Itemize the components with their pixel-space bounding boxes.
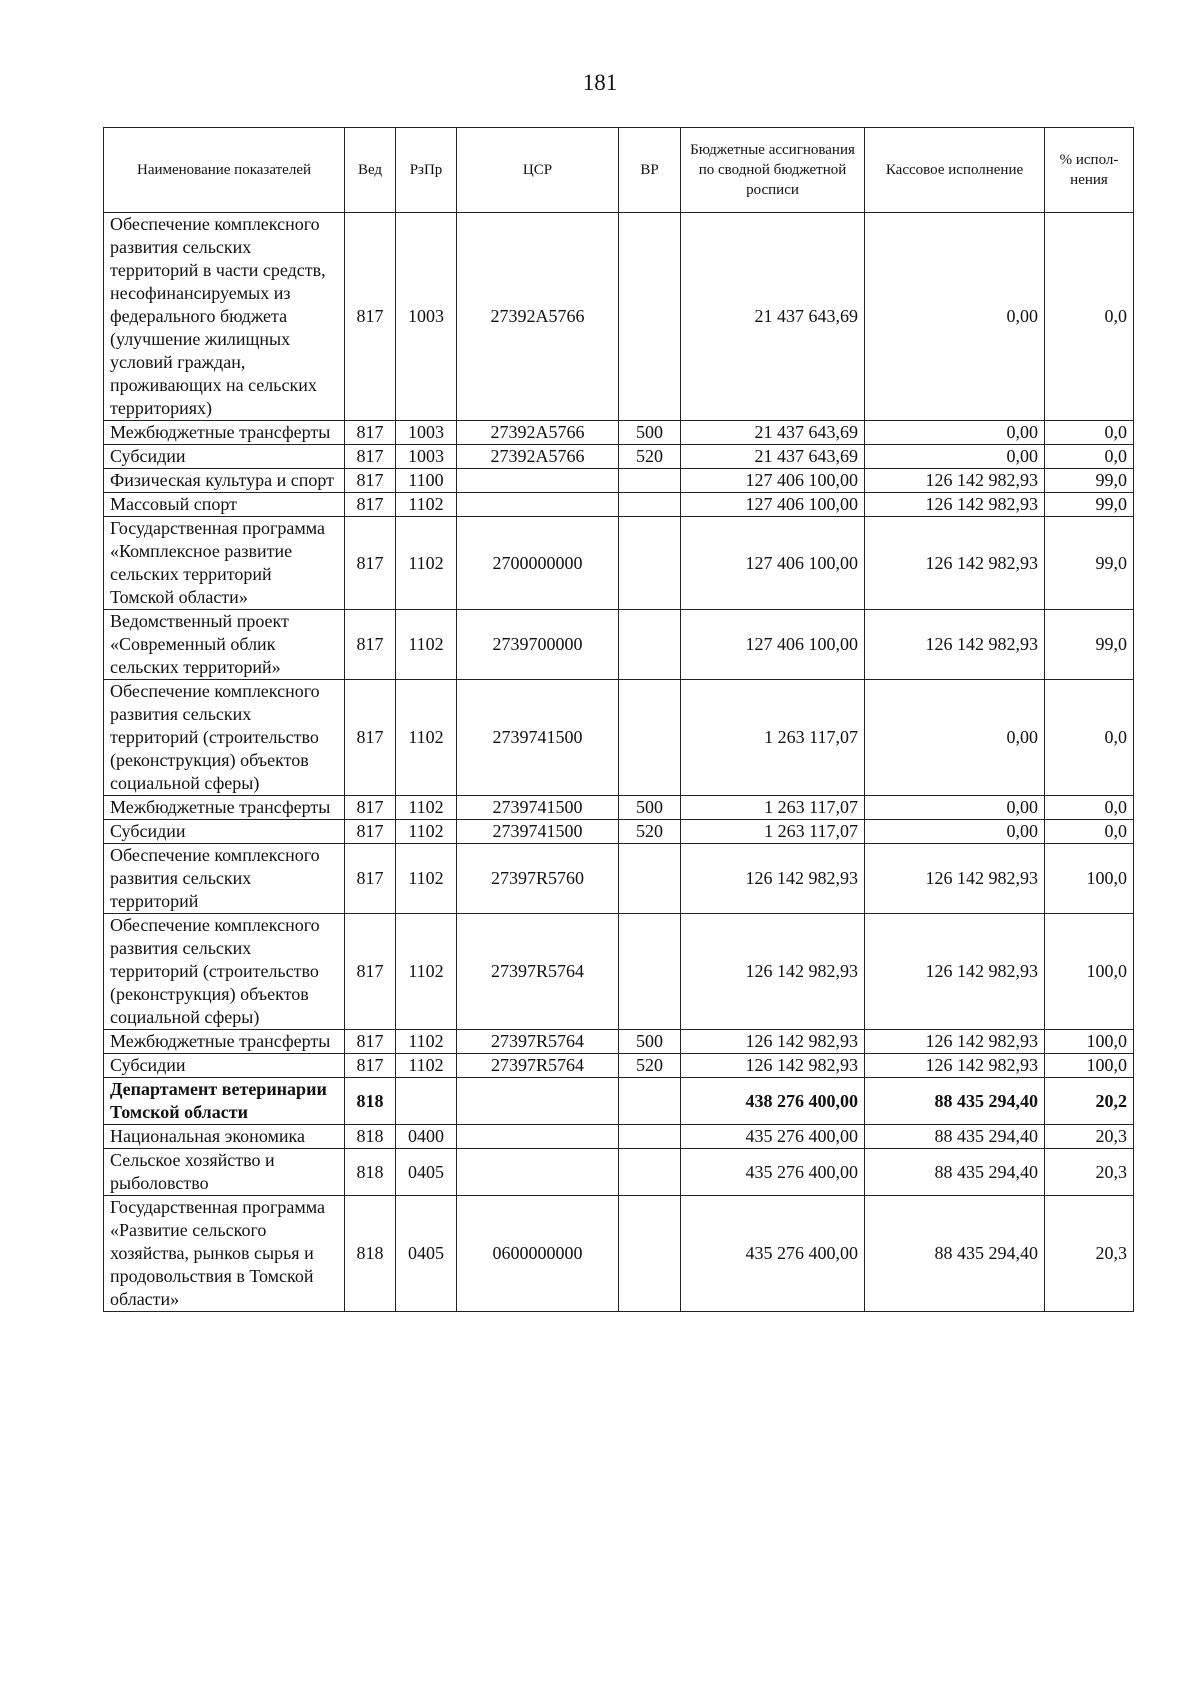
row-vr-cell: 520 <box>619 1054 681 1078</box>
row-percent-cell: 0,0 <box>1045 796 1134 820</box>
row-csr-cell: 2739700000 <box>457 610 619 680</box>
row-csr-cell: 27392A5766 <box>457 421 619 445</box>
row-assignments-cell: 126 142 982,93 <box>681 1030 865 1054</box>
row-rzpr-cell: 1102 <box>396 844 457 914</box>
row-rzpr-cell: 0405 <box>396 1149 457 1196</box>
row-name-cell: Обеспечение комплексного развития сельских территорий (строительство (реконструкция) объектов социальной сферы) <box>104 680 345 796</box>
row-name-cell: Субсидии <box>104 1054 345 1078</box>
table-row <box>104 469 1134 493</box>
row-csr-cell <box>457 493 619 517</box>
row-csr-cell: 27397R5764 <box>457 1054 619 1078</box>
row-cash-cell: 0,00 <box>865 445 1045 469</box>
table-row <box>104 820 1134 844</box>
row-vr-cell <box>619 680 681 796</box>
table-row <box>104 1125 1134 1149</box>
table-row <box>104 493 1134 517</box>
row-cash-cell: 126 142 982,93 <box>865 844 1045 914</box>
row-rzpr-cell <box>396 1078 457 1125</box>
row-ved-cell: 818 <box>345 1125 396 1149</box>
row-csr-cell: 0600000000 <box>457 1196 619 1312</box>
row-rzpr-cell: 1003 <box>396 421 457 445</box>
row-cash-cell: 126 142 982,93 <box>865 610 1045 680</box>
row-assignments-cell: 1 263 117,07 <box>681 820 865 844</box>
row-percent-cell: 0,0 <box>1045 445 1134 469</box>
row-assignments-cell: 438 276 400,00 <box>681 1078 865 1125</box>
row-name-cell: Ведомственный проект «Современный облик сельских территорий» <box>104 610 345 680</box>
row-percent-cell: 100,0 <box>1045 914 1134 1030</box>
row-csr-cell: 27397R5764 <box>457 1030 619 1054</box>
row-ved-cell: 818 <box>345 1196 396 1312</box>
row-assignments-cell: 21 437 643,69 <box>681 445 865 469</box>
row-rzpr-cell: 0405 <box>396 1196 457 1312</box>
row-vr-cell <box>619 1125 681 1149</box>
row-name-cell: Межбюджетные трансферты <box>104 1030 345 1054</box>
row-vr-cell <box>619 517 681 610</box>
table-row <box>104 680 1134 796</box>
row-cash-cell: 88 435 294,40 <box>865 1078 1045 1125</box>
row-cash-cell: 126 142 982,93 <box>865 517 1045 610</box>
row-csr-cell: 27397R5760 <box>457 844 619 914</box>
row-csr-cell: 2739741500 <box>457 820 619 844</box>
row-name-cell: Государственная программа «Развитие сельского хозяйства, рынков сырья и продовольствия в Томской области» <box>104 1196 345 1312</box>
row-csr-cell: 2739741500 <box>457 796 619 820</box>
row-percent-cell: 99,0 <box>1045 610 1134 680</box>
row-name-cell: Сельское хозяйство и рыболовство <box>104 1149 345 1196</box>
row-cash-cell: 0,00 <box>865 213 1045 421</box>
table-row <box>104 1149 1134 1196</box>
row-csr-cell <box>457 1149 619 1196</box>
row-assignments-cell: 126 142 982,93 <box>681 1054 865 1078</box>
row-cash-cell: 126 142 982,93 <box>865 914 1045 1030</box>
row-rzpr-cell: 1102 <box>396 610 457 680</box>
row-name-cell: Обеспечение комплексного развития сельских территорий в части средств, несофинансируемых из федерального бюджета (улучшение жилищных условий граждан, проживающих на сельских территориях) <box>104 213 345 421</box>
row-csr-cell: 27392A5766 <box>457 445 619 469</box>
row-ved-cell: 817 <box>345 844 396 914</box>
row-cash-cell: 0,00 <box>865 796 1045 820</box>
table-row <box>104 844 1134 914</box>
row-assignments-cell: 127 406 100,00 <box>681 610 865 680</box>
row-rzpr-cell: 1003 <box>396 445 457 469</box>
row-ved-cell: 818 <box>345 1078 396 1125</box>
row-rzpr-cell: 0400 <box>396 1125 457 1149</box>
table-row <box>104 445 1134 469</box>
table-row <box>104 1078 1134 1125</box>
row-percent-cell: 0,0 <box>1045 213 1134 421</box>
row-name-cell: Межбюджетные трансферты <box>104 796 345 820</box>
row-percent-cell: 100,0 <box>1045 844 1134 914</box>
row-assignments-cell: 127 406 100,00 <box>681 469 865 493</box>
row-name-cell: Департамент ветеринарии Томской области <box>104 1078 345 1125</box>
row-assignments-cell: 435 276 400,00 <box>681 1125 865 1149</box>
row-assignments-cell: 126 142 982,93 <box>681 844 865 914</box>
budget-table <box>103 127 1134 1312</box>
table-header-row <box>104 128 1134 213</box>
row-percent-cell: 20,2 <box>1045 1078 1134 1125</box>
row-rzpr-cell: 1102 <box>396 914 457 1030</box>
row-vr-cell <box>619 493 681 517</box>
row-assignments-cell: 1 263 117,07 <box>681 680 865 796</box>
row-csr-cell: 2739741500 <box>457 680 619 796</box>
row-csr-cell: 2700000000 <box>457 517 619 610</box>
row-vr-cell: 520 <box>619 820 681 844</box>
row-rzpr-cell: 1102 <box>396 820 457 844</box>
row-percent-cell: 100,0 <box>1045 1030 1134 1054</box>
row-name-cell: Межбюджетные трансферты <box>104 421 345 445</box>
row-ved-cell: 817 <box>345 469 396 493</box>
table-body <box>104 213 1134 1312</box>
header-vr: ВР <box>619 128 681 213</box>
row-rzpr-cell: 1003 <box>396 213 457 421</box>
row-assignments-cell: 21 437 643,69 <box>681 213 865 421</box>
table-row <box>104 517 1134 610</box>
row-cash-cell: 0,00 <box>865 680 1045 796</box>
row-vr-cell <box>619 1196 681 1312</box>
row-vr-cell: 500 <box>619 1030 681 1054</box>
row-rzpr-cell: 1102 <box>396 796 457 820</box>
row-percent-cell: 20,3 <box>1045 1149 1134 1196</box>
header-csr: ЦСР <box>457 128 619 213</box>
row-vr-cell: 520 <box>619 445 681 469</box>
row-name-cell: Национальная экономика <box>104 1125 345 1149</box>
page-number: 181 <box>582 70 618 95</box>
row-vr-cell: 500 <box>619 796 681 820</box>
table-row <box>104 1030 1134 1054</box>
header-cash-execution: Кассовое исполнение <box>865 128 1045 213</box>
row-vr-cell: 500 <box>619 421 681 445</box>
row-cash-cell: 88 435 294,40 <box>865 1149 1045 1196</box>
row-percent-cell: 99,0 <box>1045 493 1134 517</box>
row-percent-cell: 0,0 <box>1045 820 1134 844</box>
row-assignments-cell: 435 276 400,00 <box>681 1149 865 1196</box>
row-ved-cell: 817 <box>345 213 396 421</box>
row-percent-cell: 99,0 <box>1045 517 1134 610</box>
row-rzpr-cell: 1102 <box>396 493 457 517</box>
row-ved-cell: 817 <box>345 610 396 680</box>
row-assignments-cell: 21 437 643,69 <box>681 421 865 445</box>
row-cash-cell: 88 435 294,40 <box>865 1196 1045 1312</box>
row-ved-cell: 817 <box>345 517 396 610</box>
row-vr-cell <box>619 914 681 1030</box>
row-csr-cell: 27397R5764 <box>457 914 619 1030</box>
row-cash-cell: 126 142 982,93 <box>865 469 1045 493</box>
row-vr-cell <box>619 213 681 421</box>
row-vr-cell <box>619 844 681 914</box>
header-execution-percent: % испол-нения <box>1045 128 1134 213</box>
row-rzpr-cell: 1102 <box>396 517 457 610</box>
table-row <box>104 1054 1134 1078</box>
row-ved-cell: 817 <box>345 680 396 796</box>
row-vr-cell <box>619 1149 681 1196</box>
table-row <box>104 213 1134 421</box>
row-name-cell: Массовый спорт <box>104 493 345 517</box>
row-ved-cell: 817 <box>345 493 396 517</box>
table-row <box>104 1196 1134 1312</box>
row-cash-cell: 0,00 <box>865 820 1045 844</box>
row-cash-cell: 0,00 <box>865 421 1045 445</box>
row-name-cell: Физическая культура и спорт <box>104 469 345 493</box>
header-name: Наименование показателей <box>104 128 345 213</box>
row-percent-cell: 20,3 <box>1045 1125 1134 1149</box>
row-ved-cell: 817 <box>345 820 396 844</box>
row-rzpr-cell: 1102 <box>396 1030 457 1054</box>
row-cash-cell: 126 142 982,93 <box>865 1030 1045 1054</box>
row-rzpr-cell: 1102 <box>396 680 457 796</box>
row-name-cell: Субсидии <box>104 820 345 844</box>
row-csr-cell: 27392A5766 <box>457 213 619 421</box>
row-csr-cell <box>457 1078 619 1125</box>
row-rzpr-cell: 1100 <box>396 469 457 493</box>
row-assignments-cell: 126 142 982,93 <box>681 914 865 1030</box>
row-vr-cell <box>619 1078 681 1125</box>
header-ved: Вед <box>345 128 396 213</box>
row-name-cell: Государственная программа «Комплексное развитие сельских территорий Томской области» <box>104 517 345 610</box>
row-name-cell: Субсидии <box>104 445 345 469</box>
row-assignments-cell: 1 263 117,07 <box>681 796 865 820</box>
row-cash-cell: 88 435 294,40 <box>865 1125 1045 1149</box>
row-rzpr-cell: 1102 <box>396 1054 457 1078</box>
row-vr-cell <box>619 610 681 680</box>
row-ved-cell: 817 <box>345 421 396 445</box>
row-vr-cell <box>619 469 681 493</box>
row-cash-cell: 126 142 982,93 <box>865 493 1045 517</box>
row-ved-cell: 818 <box>345 1149 396 1196</box>
row-percent-cell: 0,0 <box>1045 680 1134 796</box>
row-percent-cell: 20,3 <box>1045 1196 1134 1312</box>
row-assignments-cell: 127 406 100,00 <box>681 493 865 517</box>
row-percent-cell: 100,0 <box>1045 1054 1134 1078</box>
row-assignments-cell: 435 276 400,00 <box>681 1196 865 1312</box>
table-row <box>104 421 1134 445</box>
row-name-cell: Обеспечение комплексного развития сельских территорий <box>104 844 345 914</box>
row-csr-cell <box>457 469 619 493</box>
row-ved-cell: 817 <box>345 1054 396 1078</box>
header-rzpr: РзПр <box>396 128 457 213</box>
table-row <box>104 914 1134 1030</box>
row-ved-cell: 817 <box>345 796 396 820</box>
row-percent-cell: 0,0 <box>1045 421 1134 445</box>
table-row <box>104 610 1134 680</box>
row-percent-cell: 99,0 <box>1045 469 1134 493</box>
table-row <box>104 796 1134 820</box>
row-ved-cell: 817 <box>345 445 396 469</box>
row-csr-cell <box>457 1125 619 1149</box>
row-ved-cell: 817 <box>345 1030 396 1054</box>
row-name-cell: Обеспечение комплексного развития сельских территорий (строительство (реконструкция) объектов социальной сферы) <box>104 914 345 1030</box>
header-assignments: Бюджетные ассигнования по сводной бюджетной росписи <box>681 128 865 213</box>
row-cash-cell: 126 142 982,93 <box>865 1054 1045 1078</box>
row-ved-cell: 817 <box>345 914 396 1030</box>
row-assignments-cell: 127 406 100,00 <box>681 517 865 610</box>
